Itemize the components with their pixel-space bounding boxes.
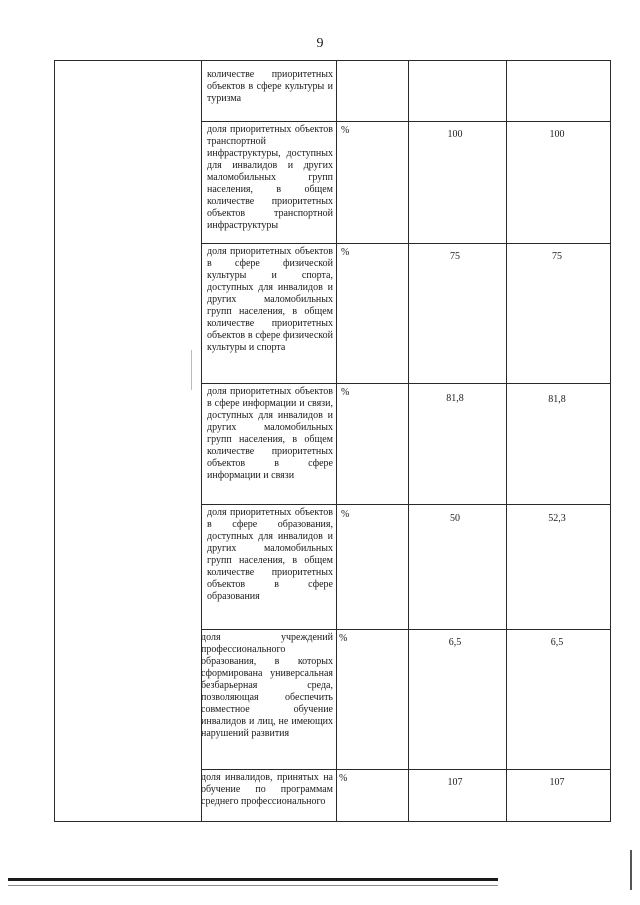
value-cell: 107 bbox=[447, 777, 463, 788]
scan-artifact bbox=[630, 850, 632, 890]
column-divider bbox=[408, 61, 409, 821]
indicator-text: доля приоритетных объектов в сфере образования, доступных для инвалидов и других маломобильных групп населения, в общем количестве приоритетных объектов в сфере образования bbox=[207, 507, 333, 602]
indicator-text: доля приоритетных объектов в сфере информации и связи, доступных для инвалидов и других маломобильных групп населения, в общем количестве приоритетных объектов в сфере информации и связи bbox=[207, 386, 333, 481]
unit-cell: % bbox=[341, 125, 350, 136]
value-cell: 6,5 bbox=[550, 637, 564, 648]
row-divider bbox=[201, 243, 610, 244]
value-cell: 75 bbox=[552, 251, 562, 262]
indicator-text: доля инвалидов, принятых на обучение по программам среднего профессионального bbox=[201, 772, 333, 807]
indicators-table bbox=[54, 60, 611, 822]
indicator-text: доля приоритетных объектов транспортной инфраструктуры, доступных для инвалидов и других маломобильных групп населения, в общем количестве приоритетных объектов транспортной инфраструктуры bbox=[207, 124, 333, 231]
value-cell: 81,8 bbox=[548, 394, 566, 405]
unit-cell: % bbox=[341, 247, 350, 258]
value-cell: 6,5 bbox=[448, 637, 462, 648]
scan-edge-line bbox=[8, 878, 498, 881]
unit-cell: % bbox=[339, 633, 348, 644]
unit-cell: % bbox=[341, 387, 350, 398]
row-divider bbox=[201, 383, 610, 384]
scan-edge-line bbox=[8, 885, 498, 886]
value-cell: 52,3 bbox=[548, 513, 566, 524]
page-number: 9 bbox=[316, 36, 324, 51]
row-divider bbox=[201, 121, 610, 122]
value-cell: 75 bbox=[450, 251, 460, 262]
value-cell: 100 bbox=[549, 129, 565, 140]
row-divider bbox=[201, 504, 610, 505]
indicator-text: доля приоритетных объектов в сфере физической культуры и спорта, доступных для инвалидов и других маломобильных групп населения, в общем количестве приоритетных объектов в сфере физической культуры и спорта bbox=[207, 246, 333, 353]
indicator-text: доля учреждений профессионального образования, в которых сформирована универсальная безбарьерная среда, позволяющая обеспечить совместное обучение инвалидов и лиц, не имеющих нарушений развития bbox=[201, 632, 333, 739]
row-divider bbox=[201, 629, 610, 630]
unit-cell: % bbox=[339, 773, 348, 784]
column-divider bbox=[506, 61, 507, 821]
column-divider bbox=[336, 61, 337, 821]
unit-cell: % bbox=[341, 509, 350, 520]
scan-artifact bbox=[191, 350, 192, 390]
row-divider bbox=[201, 769, 610, 770]
value-cell: 50 bbox=[450, 513, 460, 524]
value-cell: 107 bbox=[549, 777, 565, 788]
value-cell: 81,8 bbox=[446, 393, 464, 404]
indicator-text: количестве приоритетных объектов в сфере культуры и туризма bbox=[207, 69, 333, 104]
value-cell: 100 bbox=[447, 129, 463, 140]
